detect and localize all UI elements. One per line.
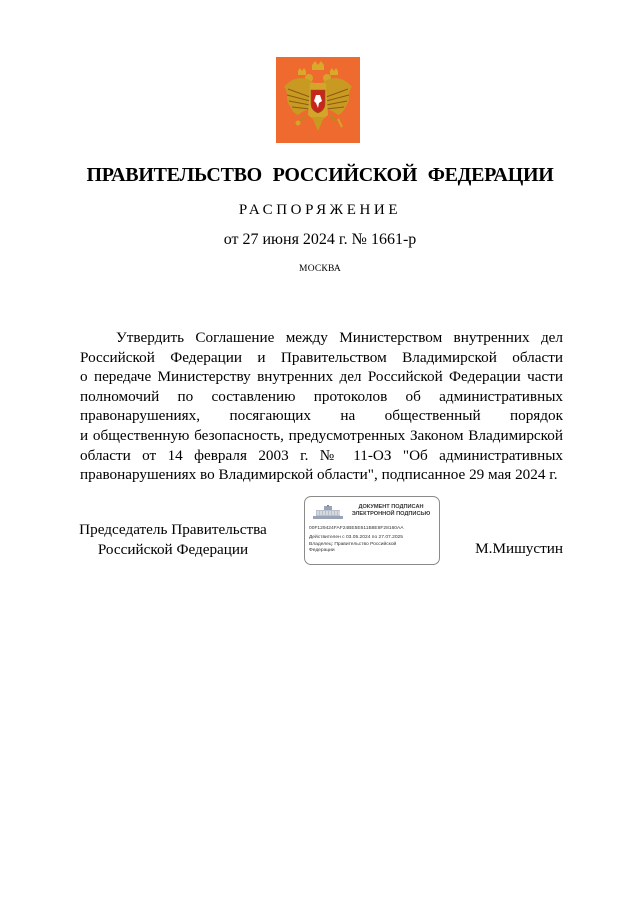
document-type: РАСПОРЯЖЕНИЕ: [238, 202, 402, 218]
document-date-number: от 27 июня 2024 г. № 1661-р: [223, 231, 417, 248]
body-line: Утвердить Соглашение между Министерством внутренних дел: [116, 329, 563, 346]
government-title: ПРАВИТЕЛЬСТВО РОССИЙСКОЙ ФЕДЕРАЦИИ: [86, 164, 554, 186]
stamp-owner: Федерации: [309, 548, 335, 553]
order-body: [80, 328, 563, 485]
stamp-title: [345, 504, 437, 518]
electronic-signature-stamp: [304, 496, 440, 565]
stamp-validity: Действителен с 03.05.2024 по 27.07.2025: [309, 535, 403, 540]
coat-of-arms-emblem: [276, 57, 360, 143]
signer-position: [78, 520, 268, 560]
body-line: правонарушениях, посягающих на общественный порядок: [80, 407, 563, 425]
document-city: МОСКВА: [299, 264, 341, 274]
signer-position-line: Председатель Правительства: [79, 521, 267, 538]
signer-name: М.Мишустин: [475, 540, 563, 557]
body-line: о передаче Министерству внутренних дел Российской Федерации части: [80, 368, 563, 386]
government-building-icon: [313, 505, 343, 519]
stamp-title-line: ДОКУМЕНТ ПОДПИСАН: [358, 504, 424, 510]
stamp-certificate: 00F129424FAF24BE5E611B8E8F28160AA: [309, 526, 404, 531]
body-line: правонарушениях во Владимирской области", подписанное 29 мая 2024 г.: [80, 466, 558, 484]
body-line: полномочий по составлению протоколов об административных: [80, 387, 563, 405]
body-line: области от 14 февраля 2003 г. № 11-ОЗ "Об административных: [80, 446, 563, 464]
body-line: Российской Федерации и Правительством Владимирской области: [80, 348, 563, 366]
stamp-owner: Владелец: Правительство Российской: [309, 542, 397, 547]
signer-position-line: Российской Федерации: [97, 541, 249, 558]
body-line: и общественную безопасность, предусмотренных Законом Владимирской: [80, 426, 563, 444]
stamp-title-line: ЭЛЕКТРОННОЙ ПОДПИСЬЮ: [351, 511, 431, 517]
